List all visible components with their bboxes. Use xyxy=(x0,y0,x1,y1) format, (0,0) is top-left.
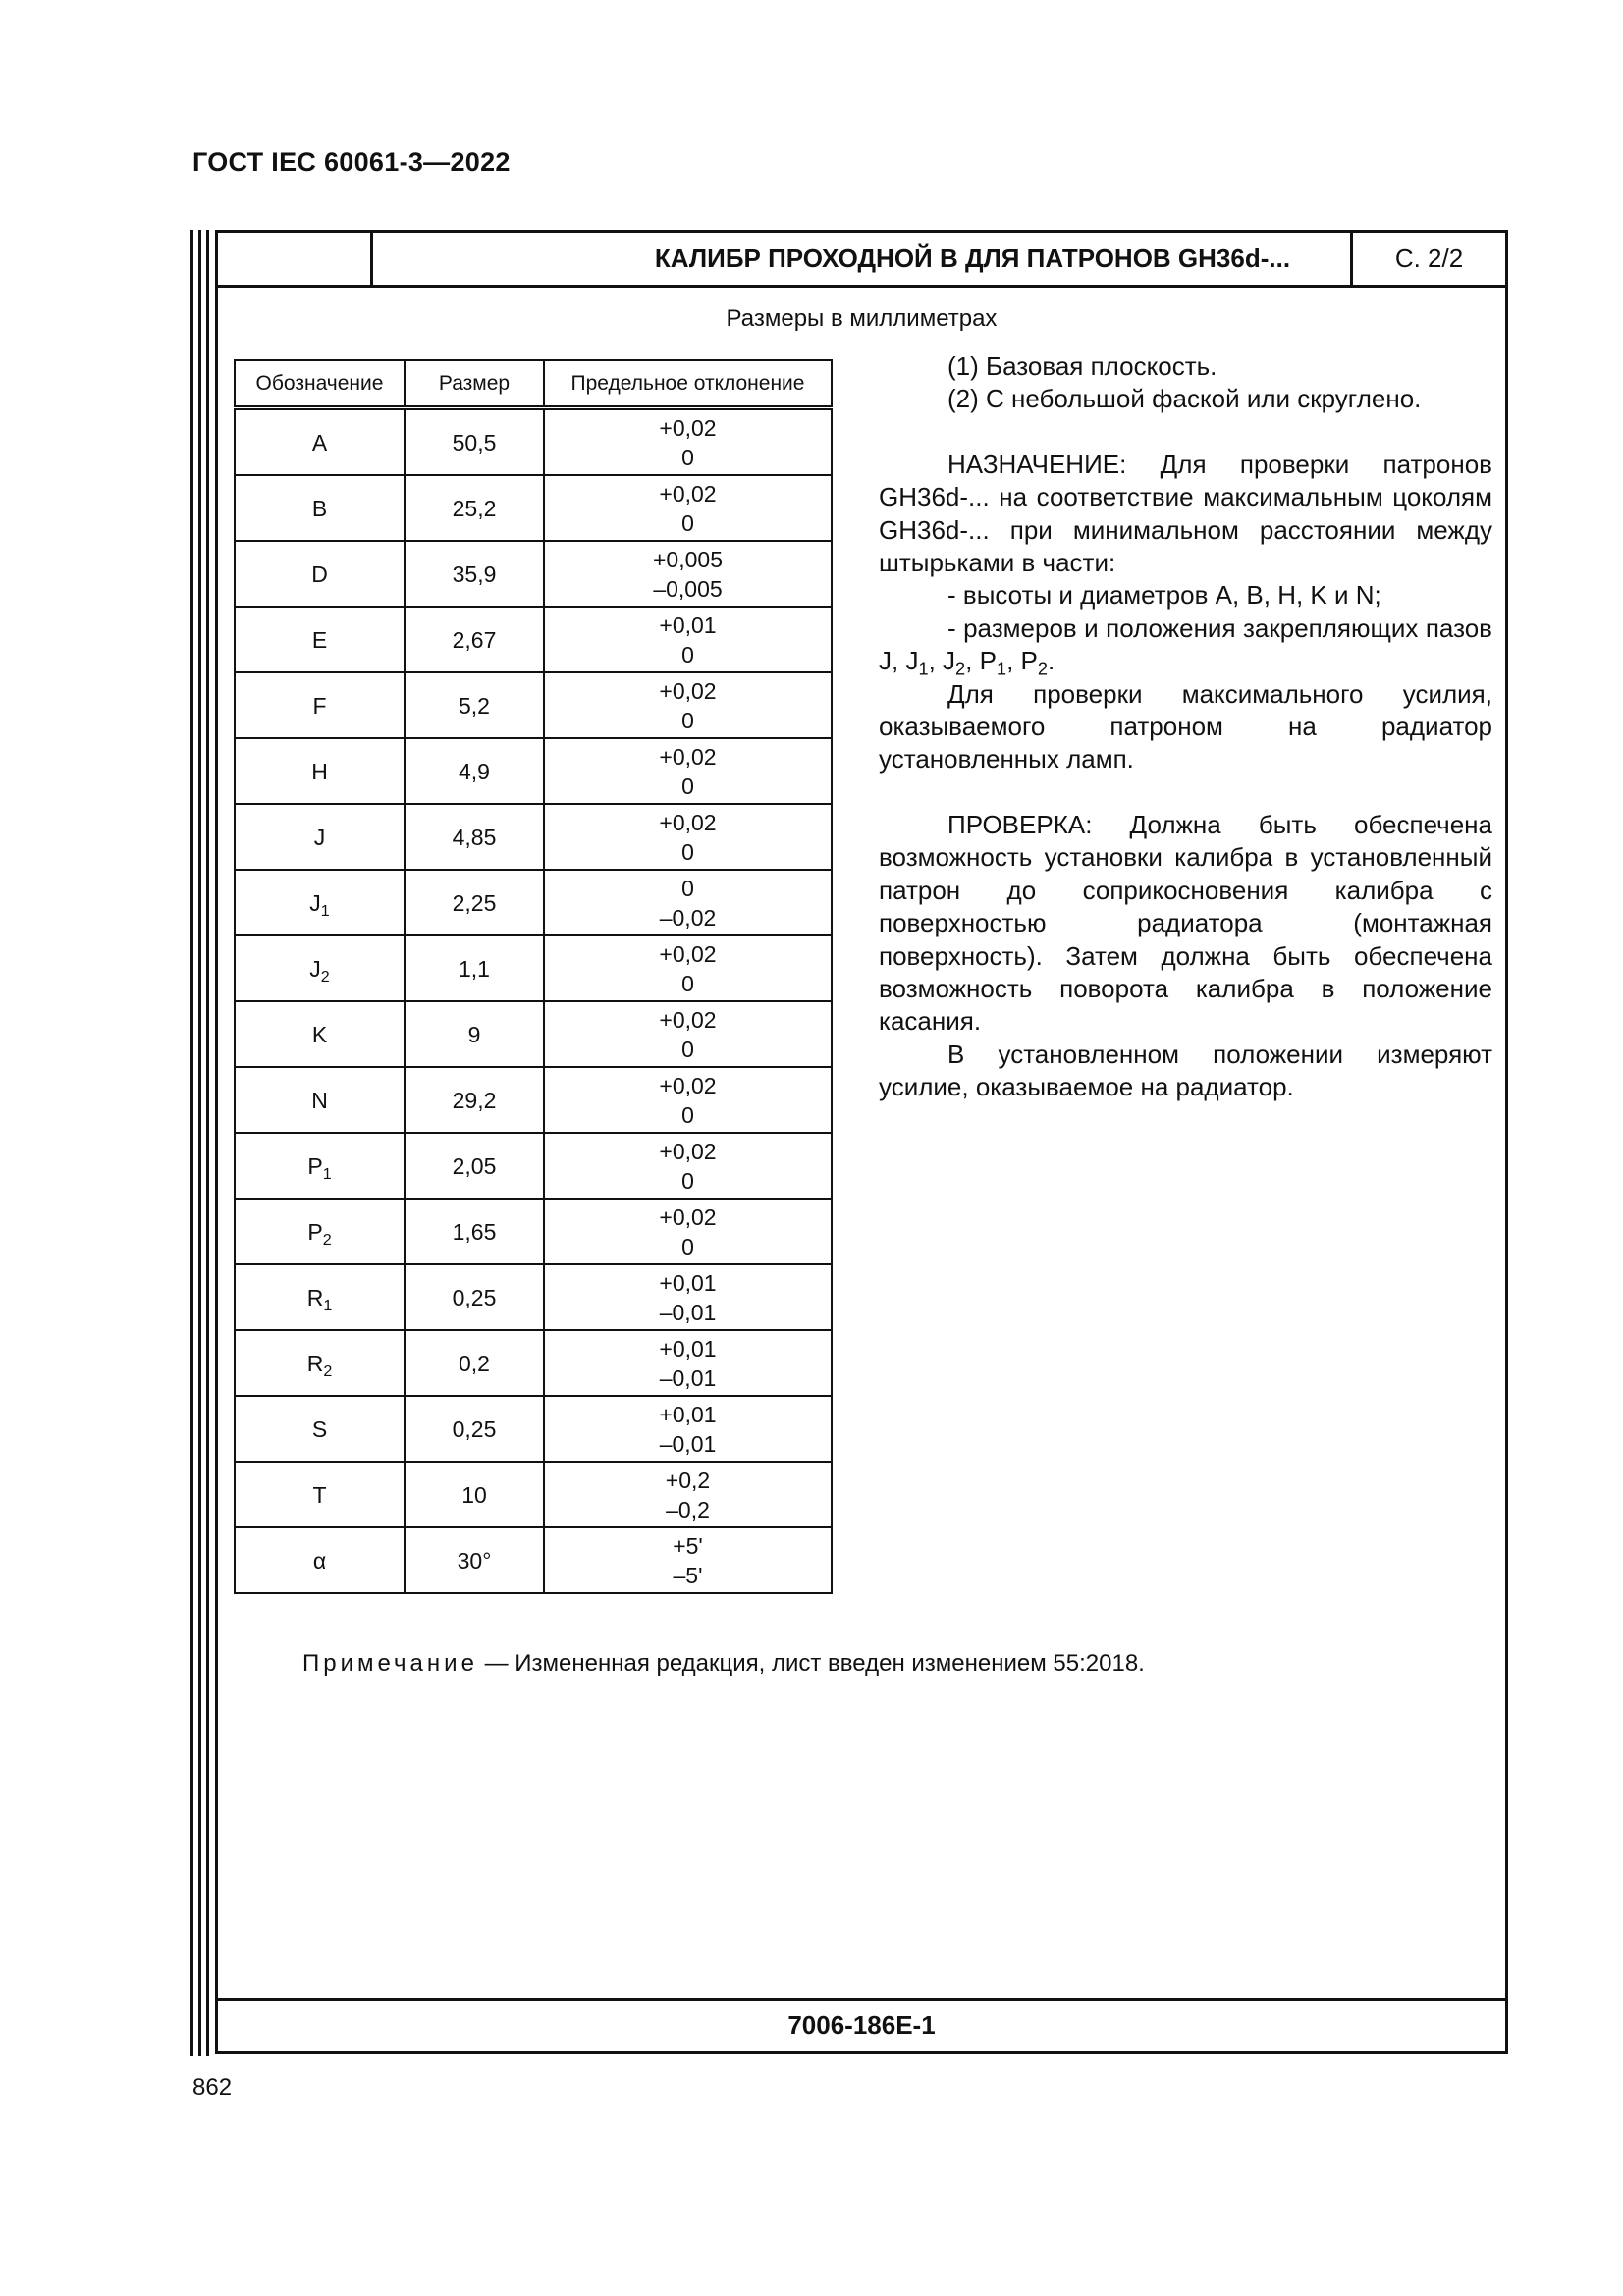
table-row xyxy=(235,1462,832,1527)
tolerance-upper: +0,005 xyxy=(653,546,723,572)
table-row xyxy=(235,804,832,870)
change-note xyxy=(302,1650,1145,1678)
cell-size: 4,85 xyxy=(405,804,544,870)
cell-size: 1,1 xyxy=(405,935,544,1001)
check-measure-paragraph: В установленном положении измеряют усилие, оказываемое на радиатор. xyxy=(879,1039,1492,1102)
note-base-plane: (1) Базовая плоскость. xyxy=(947,351,1217,381)
slots-text: - размеров и положения закрепляющих пазов J, J xyxy=(879,613,1492,676)
purpose-paragraph: НАЗНАЧЕНИЕ: Для проверки патронов GH36d-... на соответствие максимальным цоколям GH36d-... при минимальном расстоянии между штырьками в части: xyxy=(879,449,1492,578)
symbol-letter: J xyxy=(309,955,321,982)
symbol-letter: α xyxy=(312,1547,327,1574)
symbol-subscript: 2 xyxy=(320,967,330,986)
symbol-letter: A xyxy=(311,429,328,455)
tolerance-lower: –0,02 xyxy=(659,904,717,931)
cell-size: 0,25 xyxy=(405,1396,544,1462)
symbol-letter: J xyxy=(313,824,326,850)
cell-tolerance xyxy=(544,1133,832,1199)
symbol-subscript: 1 xyxy=(322,1164,332,1183)
cell-tolerance xyxy=(544,1330,832,1396)
tolerance-upper: +0,02 xyxy=(659,743,717,770)
tolerance-upper: +0,02 xyxy=(659,414,717,441)
tolerance-upper: 0 xyxy=(681,875,694,901)
table-body xyxy=(235,408,832,1594)
cell-tolerance xyxy=(544,672,832,738)
symbol-letter: B xyxy=(311,495,328,521)
symbol-letter: E xyxy=(311,626,328,653)
cell-symbol xyxy=(235,804,405,870)
tolerance-upper: +0,02 xyxy=(659,677,717,704)
tolerance-upper: +0,02 xyxy=(659,1203,717,1230)
slots-text: . xyxy=(1048,646,1055,676)
notes-block xyxy=(879,350,1492,1104)
tolerance-lower: 0 xyxy=(681,838,694,865)
tolerance-lower: –0,2 xyxy=(666,1496,710,1522)
cell-tolerance xyxy=(544,1001,832,1067)
tolerance-lower: 0 xyxy=(681,1167,694,1194)
cell-symbol xyxy=(235,1527,405,1593)
purpose-bullet: - высоты и диаметров A, B, H, K и N; xyxy=(947,580,1381,611)
margin-rule xyxy=(198,230,201,2056)
column-header-size: Размер xyxy=(405,360,544,408)
symbol-subscript: 2 xyxy=(323,1362,333,1380)
symbol-letter: P xyxy=(307,1218,323,1245)
symbol-subscript: 1 xyxy=(320,901,330,920)
cell-size: 0,25 xyxy=(405,1264,544,1330)
cell-symbol xyxy=(235,870,405,935)
cell-tolerance xyxy=(544,1462,832,1527)
tolerance-upper: +5' xyxy=(673,1532,703,1559)
slots-sub: 2 xyxy=(955,659,966,679)
cell-symbol xyxy=(235,935,405,1001)
title-blank-cell xyxy=(218,233,373,285)
symbol-subscript: 2 xyxy=(322,1230,332,1249)
tolerance-upper: +0,01 xyxy=(659,1269,717,1296)
tolerance-upper: +0,01 xyxy=(659,1401,717,1427)
table-row xyxy=(235,1396,832,1462)
tolerance-upper: +0,02 xyxy=(659,940,717,967)
symbol-letter: J xyxy=(309,889,321,916)
cell-symbol xyxy=(235,408,405,476)
symbol-letter: H xyxy=(311,758,328,784)
cell-symbol xyxy=(235,607,405,672)
cell-size: 2,05 xyxy=(405,1133,544,1199)
symbol-letter: D xyxy=(311,561,328,587)
tolerance-lower: 0 xyxy=(681,773,694,799)
symbol-subscript: 1 xyxy=(323,1296,333,1314)
table-row xyxy=(235,541,832,607)
page-number: 862 xyxy=(192,2074,233,2101)
tolerance-lower: 0 xyxy=(681,641,694,667)
cell-symbol xyxy=(235,1199,405,1264)
cell-symbol xyxy=(235,1133,405,1199)
column-header-symbol: Обозначение xyxy=(235,360,405,408)
symbol-letter: R xyxy=(306,1350,324,1376)
cell-tolerance xyxy=(544,804,832,870)
tolerance-upper: +0,02 xyxy=(659,480,717,507)
cell-tolerance xyxy=(544,738,832,804)
tolerance-lower: –0,005 xyxy=(653,575,723,602)
table-header-row xyxy=(235,360,832,408)
units-caption: Размеры в миллиметрах xyxy=(726,305,998,332)
cell-size: 2,25 xyxy=(405,870,544,935)
tolerance-lower: –5' xyxy=(673,1562,703,1588)
tolerance-upper: +0,02 xyxy=(659,1072,717,1098)
cell-tolerance xyxy=(544,1527,832,1593)
cell-symbol xyxy=(235,1264,405,1330)
slots-text: , P xyxy=(965,646,997,676)
table-row xyxy=(235,1067,832,1133)
cell-size: 5,2 xyxy=(405,672,544,738)
cell-tolerance xyxy=(544,870,832,935)
tolerance-lower: 0 xyxy=(681,1036,694,1062)
column-header-tolerance: Предельное отклонение xyxy=(544,360,832,408)
slots-sub: 2 xyxy=(1037,659,1048,679)
cell-symbol xyxy=(235,1462,405,1527)
cell-tolerance xyxy=(544,1396,832,1462)
sheet-code: 7006-186E-1 xyxy=(218,1998,1505,2051)
symbol-letter: P xyxy=(307,1152,323,1179)
check-paragraph: ПРОВЕРКА: Должна быть обеспечена возможность установки калибра в установленный патрон до соприкосновения калибра с поверхностью радиатора (монтажная поверхность). Затем должна быть обеспечена возможность поворота калибра в положение касания. xyxy=(879,809,1492,1037)
table-row xyxy=(235,870,832,935)
cell-size: 35,9 xyxy=(405,541,544,607)
tolerance-lower: 0 xyxy=(681,444,694,470)
table-row xyxy=(235,1199,832,1264)
cell-tolerance xyxy=(544,541,832,607)
table-row xyxy=(235,1527,832,1593)
cell-tolerance xyxy=(544,1199,832,1264)
tolerance-upper: +0,01 xyxy=(659,612,717,638)
cell-tolerance xyxy=(544,408,832,476)
tolerance-upper: +0,02 xyxy=(659,1006,717,1033)
document-header: ГОСТ IEC 60061-3—2022 xyxy=(192,147,511,177)
title-row xyxy=(218,233,1505,288)
tolerance-lower: 0 xyxy=(681,970,694,996)
tolerance-upper: +0,02 xyxy=(659,809,717,835)
cell-symbol xyxy=(235,1001,405,1067)
margin-rule xyxy=(190,230,193,2056)
symbol-letter: F xyxy=(312,692,327,719)
tolerance-lower: 0 xyxy=(681,1101,694,1128)
cell-size: 2,67 xyxy=(405,607,544,672)
purpose-bullet-slots xyxy=(879,613,1492,678)
cell-size: 4,9 xyxy=(405,738,544,804)
change-note-text: — Измененная редакция, лист введен изменением 55:2018. xyxy=(477,1650,1145,1677)
table-row xyxy=(235,1001,832,1067)
tolerance-lower: –0,01 xyxy=(659,1364,717,1391)
cell-symbol xyxy=(235,1396,405,1462)
cell-size: 1,65 xyxy=(405,1199,544,1264)
table-row xyxy=(235,935,832,1001)
tolerance-upper: +0,02 xyxy=(659,1138,717,1164)
symbol-letter: T xyxy=(312,1481,327,1508)
cell-size: 9 xyxy=(405,1001,544,1067)
tolerance-lower: 0 xyxy=(681,707,694,733)
note-chamfer: (2) С небольшой фаской или скруглено. xyxy=(947,384,1422,414)
table-row xyxy=(235,1264,832,1330)
cell-tolerance xyxy=(544,475,832,541)
table-row xyxy=(235,408,832,476)
change-note-label: Примечание xyxy=(302,1650,478,1677)
symbol-letter: N xyxy=(311,1087,328,1113)
table-row xyxy=(235,672,832,738)
cell-tolerance xyxy=(544,935,832,1001)
tolerance-lower: 0 xyxy=(681,1233,694,1259)
cell-tolerance xyxy=(544,1067,832,1133)
slots-text: , P xyxy=(1006,646,1038,676)
cell-size: 25,2 xyxy=(405,475,544,541)
cell-tolerance xyxy=(544,1264,832,1330)
tolerance-lower: –0,01 xyxy=(659,1299,717,1325)
symbol-letter: S xyxy=(311,1415,328,1442)
table-row xyxy=(235,1133,832,1199)
symbol-letter: K xyxy=(311,1021,328,1047)
cell-symbol xyxy=(235,475,405,541)
cell-size: 50,5 xyxy=(405,408,544,476)
slots-sub: 1 xyxy=(918,659,929,679)
tolerance-upper: +0,01 xyxy=(659,1335,717,1362)
margin-rule xyxy=(206,230,209,2056)
tolerance-upper: +0,2 xyxy=(665,1467,711,1493)
drawing-frame xyxy=(215,230,1508,2054)
table-row xyxy=(235,738,832,804)
tolerance-lower: –0,01 xyxy=(659,1430,717,1457)
cell-size: 30° xyxy=(405,1527,544,1593)
sheet-title: КАЛИБР ПРОХОДНОЙ В ДЛЯ ПАТРОНОВ GH36d-... xyxy=(654,243,1291,273)
slots-sub: 1 xyxy=(996,659,1007,679)
table-row xyxy=(235,607,832,672)
symbol-letter: R xyxy=(306,1284,324,1310)
cell-size: 0,2 xyxy=(405,1330,544,1396)
dimensions-table xyxy=(234,359,833,1594)
cell-size: 29,2 xyxy=(405,1067,544,1133)
purpose-force-paragraph: Для проверки максимального усилия, оказываемого патроном на радиатор установленных ламп. xyxy=(879,678,1492,774)
cell-size: 10 xyxy=(405,1462,544,1527)
cell-symbol xyxy=(235,1330,405,1396)
cell-tolerance xyxy=(544,607,832,672)
cell-symbol xyxy=(235,738,405,804)
cell-symbol xyxy=(235,541,405,607)
slots-text: , J xyxy=(928,646,956,676)
tolerance-lower: 0 xyxy=(681,509,694,536)
sheet-page: С. 2/2 xyxy=(1350,233,1505,285)
table-row xyxy=(235,475,832,541)
cell-symbol xyxy=(235,672,405,738)
table-row xyxy=(235,1330,832,1396)
cell-symbol xyxy=(235,1067,405,1133)
